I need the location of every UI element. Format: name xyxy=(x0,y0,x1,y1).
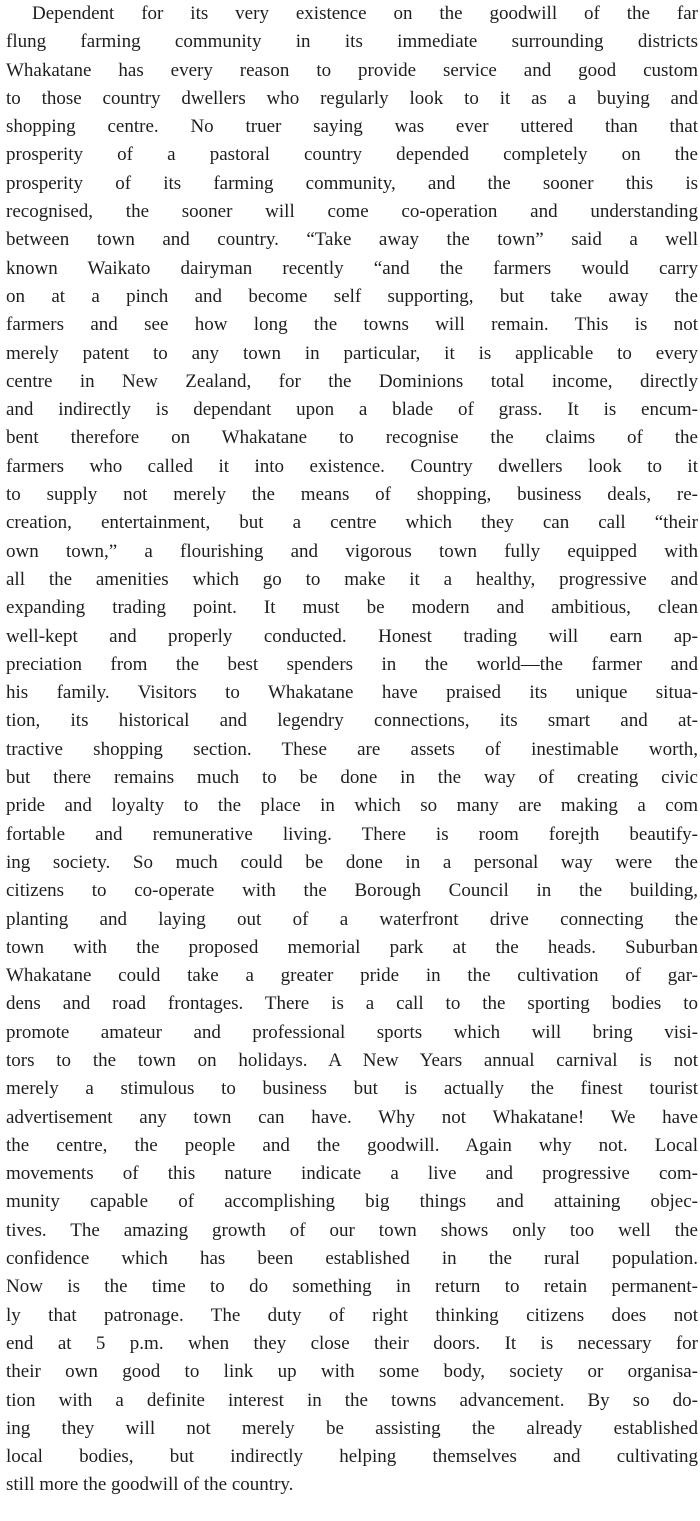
paragraph-line-5: shopping centre. No truer saying was ever uttered than that xyxy=(6,116,698,138)
paragraph-line-41: the centre, the people and the goodwill. Again why not. Local xyxy=(6,1134,698,1156)
paragraph-line-23: well-kept and properly conducted. Honest trading will earn ap- xyxy=(6,625,698,647)
paragraph-line-15: and indirectly is dependant upon a blade of grass. It is encum- xyxy=(6,399,698,421)
paragraph-line-17: farmers who called it into existence. Country dwellers look to it xyxy=(6,455,698,477)
paragraph-line-28: but there remains much to be done in the way of creating civic xyxy=(6,767,698,789)
paragraph-line-4: to those country dwellers who regularly look to it as a buying and xyxy=(6,87,698,109)
paragraph-line-43: munity capable of accomplishing big things and attaining objec- xyxy=(6,1191,698,1213)
paragraph-line-48: end at 5 p.m. when they close their doors. It is necessary for xyxy=(6,1332,698,1354)
paragraph-line-7: prosperity of its farming community, and the sooner this is xyxy=(6,172,698,194)
paragraph-line-31: ing society. So much could be done in a personal way were the xyxy=(6,851,698,873)
paragraph-line-1: Dependent for its very existence on the goodwill of the far xyxy=(32,3,698,24)
paragraph-line-12: farmers and see how long the towns will remain. This is not xyxy=(6,314,698,336)
paragraph-line-51: ing they will not merely be assisting the already established xyxy=(6,1417,698,1439)
paragraph-line-29: pride and loyalty to the place in which so many are making a com xyxy=(6,795,698,817)
paragraph-line-46: Now is the time to do something in return to retain permanent- xyxy=(6,1276,698,1298)
paragraph-line-19: creation, entertainment, but a centre which they can call “their xyxy=(6,512,698,534)
paragraph-line-30: fortable and remunerative living. There is room forejth beautify- xyxy=(6,823,698,845)
paragraph-line-37: promote amateur and professional sports which will bring visi- xyxy=(6,1021,698,1043)
paragraph-line-33: planting and laying out of a waterfront drive connecting the xyxy=(6,908,698,930)
paragraph-line-49: their own good to link up with some body, society or organisa- xyxy=(6,1361,698,1383)
paragraph-line-2: flung farming community in its immediate surrounding districts xyxy=(6,31,698,53)
paragraph-line-3: Whakatane has every reason to provide service and good custom xyxy=(6,59,698,81)
paragraph-line-53: still more the goodwill of the country. xyxy=(6,1474,294,1496)
paragraph-line-47: ly that patronage. The duty of right thinking citizens does not xyxy=(6,1304,698,1326)
paragraph-line-27: tractive shopping section. These are assets of inestimable worth, xyxy=(6,738,698,760)
paragraph-line-32: citizens to co-operate with the Borough Council in the building, xyxy=(6,880,698,902)
paragraph-line-18: to supply not merely the means of shopping, business deals, re- xyxy=(6,484,698,506)
paragraph-line-40: advertisement any town can have. Why not Whakatane! We have xyxy=(6,1106,698,1128)
paragraph-line-26: tion, its historical and legendry connections, its smart and at- xyxy=(6,710,698,732)
paragraph-line-36: dens and road frontages. There is a call to the sporting bodies to xyxy=(6,993,698,1015)
paragraph-line-20: own town,” a flourishing and vigorous town fully equipped with xyxy=(6,540,698,562)
paragraph-line-45: confidence which has been established in the rural population. xyxy=(6,1248,698,1270)
paragraph-line-22: expanding trading point. It must be modern and ambitious, clean xyxy=(6,597,698,619)
paragraph-line-44: tives. The amazing growth of our town shows only too well the xyxy=(6,1219,698,1241)
paragraph-line-13: merely patent to any town in particular, it is applicable to every xyxy=(6,342,698,364)
paragraph-line-52: local bodies, but indirectly helping themselves and cultivating xyxy=(6,1446,698,1468)
paragraph-line-16: bent therefore on Whakatane to recognise the claims of the xyxy=(6,427,698,449)
paragraph-line-25: his family. Visitors to Whakatane have praised its unique situa- xyxy=(6,682,698,704)
paragraph-line-11: on at a pinch and become self supporting, but take away the xyxy=(6,285,698,307)
paragraph-line-38: tors to the town on holidays. A New Years annual carnival is not xyxy=(6,1049,698,1071)
paragraph-line-21: all the amenities which go to make it a healthy, progressive and xyxy=(6,568,698,590)
paragraph-line-24: preciation from the best spenders in the world—the farmer and xyxy=(6,653,698,675)
paragraph-line-42: movements of this nature indicate a live and progressive com- xyxy=(6,1163,698,1185)
paragraph-line-39: merely a stimulous to business but is actually the finest tourist xyxy=(6,1078,698,1100)
paragraph-line-14: centre in New Zealand, for the Dominions total income, directly xyxy=(6,370,698,392)
paragraph-line-34: town with the proposed memorial park at the heads. Suburban xyxy=(6,936,698,958)
paragraph-line-6: prosperity of a pastoral country depended completely on the xyxy=(6,144,698,166)
paragraph-line-9: between town and country. “Take away the town” said a well xyxy=(6,229,698,251)
paragraph-line-10: known Waikato dairyman recently “and the farmers would carry xyxy=(6,257,698,279)
paragraph-line-50: tion with a definite interest in the towns advancement. By so do- xyxy=(6,1389,698,1411)
paragraph-line-35: Whakatane could take a greater pride in the cultivation of gar- xyxy=(6,965,698,987)
paragraph-line-8: recognised, the sooner will come co-operation and understanding xyxy=(6,201,698,223)
